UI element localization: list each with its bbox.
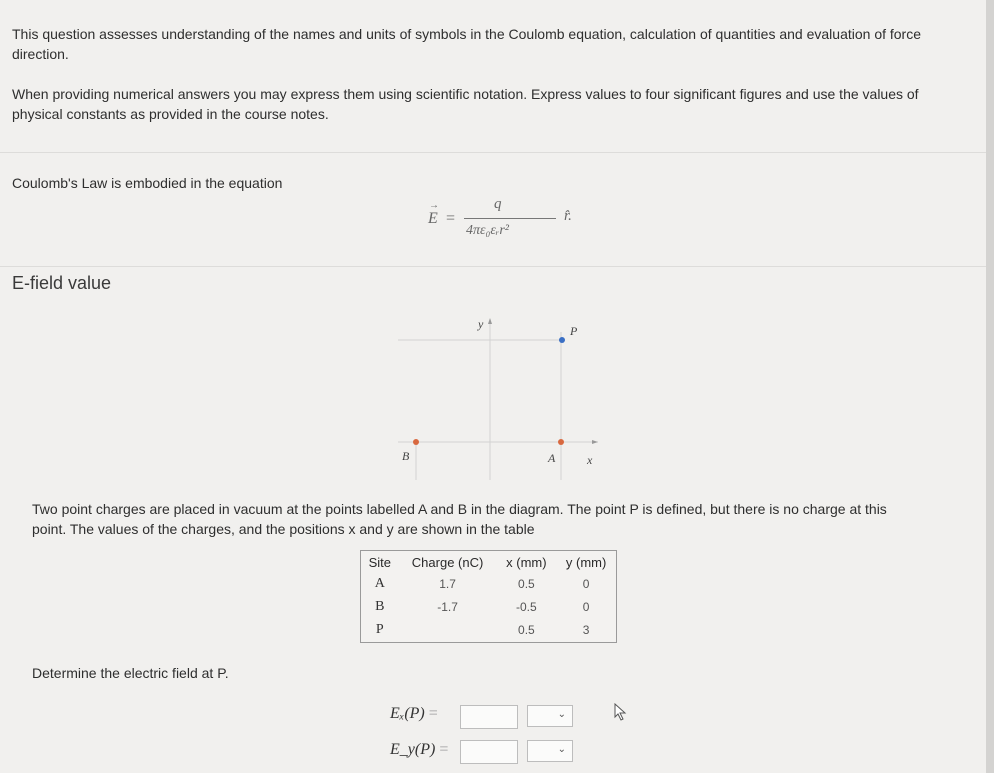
coulomb-label: Coulomb's Law is embodied in the equation: [12, 175, 283, 191]
charge-b-marker: [413, 439, 419, 445]
equals-sign: =: [446, 210, 456, 227]
rhat-symbol: r̂.: [564, 208, 572, 224]
ey-unit-select[interactable]: [527, 740, 573, 762]
cell-charge: -1.7: [437, 600, 458, 614]
y-arrow-icon: [488, 318, 492, 324]
cell-site: B: [375, 599, 385, 614]
x-arrow-icon: [592, 440, 598, 444]
table-row: [361, 596, 617, 619]
problem-line-2: point. The values of the charges, and the positions x and y are shown in the table: [32, 521, 535, 537]
ex-unit-select[interactable]: [527, 705, 573, 727]
header-charge: Charge (nC): [411, 555, 484, 570]
fraction-bar: [464, 218, 556, 219]
chevron-down-icon: ⌄: [557, 744, 566, 755]
ex-answer-input[interactable]: [460, 705, 518, 729]
y-axis-label: y: [478, 317, 484, 331]
vector-arrow-icon: →: [429, 200, 439, 211]
cell-y: 3: [582, 623, 590, 637]
table-row: [361, 573, 617, 596]
efield-symbol: E →: [428, 200, 439, 227]
header-x: x (mm): [506, 555, 547, 570]
cell-y: 0: [582, 600, 590, 614]
header-y: y (mm): [565, 555, 607, 570]
divider: [0, 266, 986, 267]
problem-line-1: Two point charges are placed in vacuum at the points labelled A and B in the diagram. The point P is defined, but there is no charge at this: [32, 501, 887, 517]
chevron-down-icon: ⌄: [557, 709, 566, 720]
charge-diagram: [398, 310, 618, 480]
ex-label: Eₓ(P) =: [390, 705, 438, 722]
table-header-row: [361, 551, 617, 574]
intro-paragraph-1: This question assesses understanding of the names and units of symbols in the Coulomb equation, calculation of quantities and evaluation of force direction.: [12, 26, 922, 62]
cell-charge: 1.7: [439, 577, 456, 591]
charge-b-label: B: [402, 449, 410, 463]
cell-site: P: [375, 622, 384, 637]
coulomb-equation: [428, 196, 588, 246]
cell-x: 0.5: [518, 577, 535, 591]
cell-x: -0.5: [516, 600, 537, 614]
cell-y: 0: [582, 577, 590, 591]
numerator-q: q: [494, 196, 502, 212]
point-p-marker: [559, 337, 565, 343]
ey-answer-input[interactable]: [460, 740, 518, 764]
table-row: [361, 619, 617, 643]
intro-paragraph-2: When providing numerical answers you may express them using scientific notation. Express values to four significant figures and use the values of physical constants as provided in the course notes.: [12, 86, 919, 122]
cell-x: 0.5: [518, 623, 535, 637]
header-site: Site: [368, 555, 391, 570]
denominator: 4πε₀εᵣr²: [466, 223, 510, 238]
divider: [0, 152, 986, 153]
problem-text: [32, 499, 952, 539]
charge-a-label: A: [548, 451, 556, 465]
point-p-label: P: [570, 324, 578, 338]
charge-table: [360, 550, 617, 643]
x-axis-label: x: [587, 453, 593, 467]
ey-label: E_y(P) =: [390, 741, 449, 758]
mouse-pointer-icon: [614, 703, 628, 721]
scrollbar-edge[interactable]: [986, 0, 994, 773]
section-title: E-field value: [12, 273, 112, 293]
charge-a-marker: [558, 439, 564, 445]
cell-site: A: [374, 576, 385, 591]
cell-charge: [399, 619, 497, 643]
determine-prompt: Determine the electric field at P.: [32, 665, 229, 681]
